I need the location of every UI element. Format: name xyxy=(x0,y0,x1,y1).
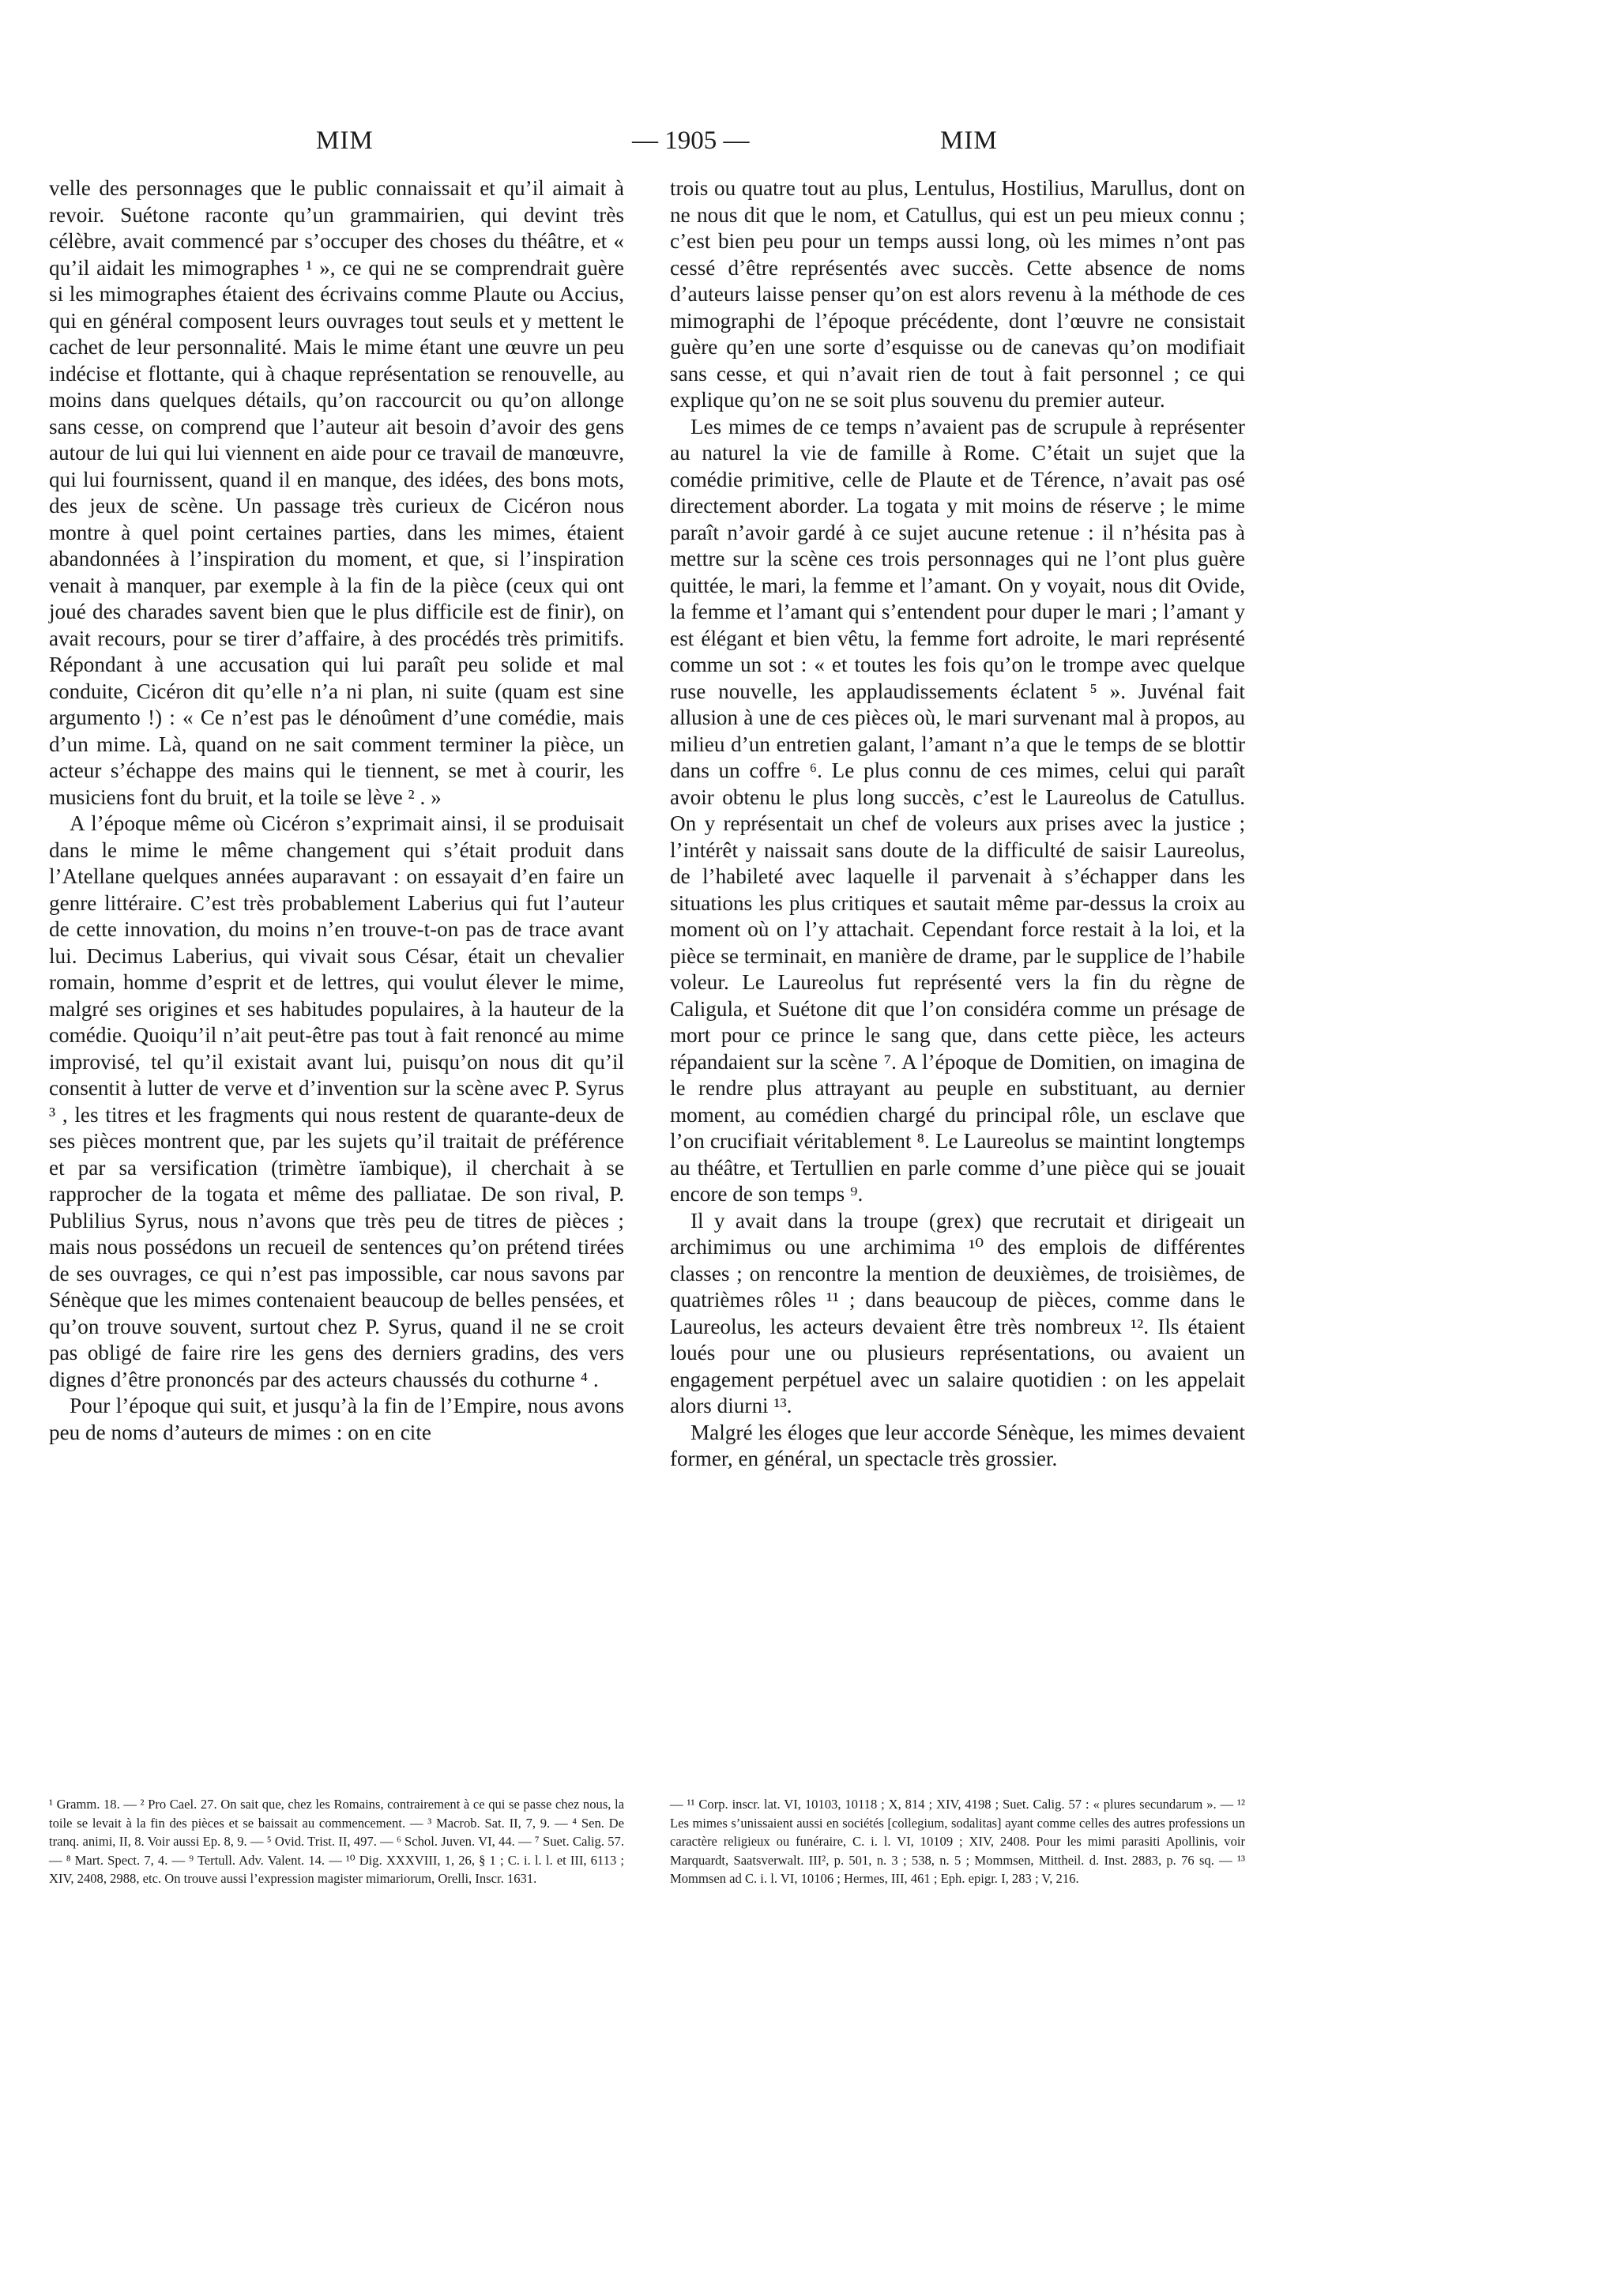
right-paragraph-4: Malgré les éloges que leur accorde Sénèque, les mimes devaient former, en général, un spectacle très grossier. xyxy=(670,1420,1245,1470)
page-number: — 1905 — xyxy=(632,126,750,155)
footnotes-right xyxy=(670,1795,1245,1888)
footnote-block-left: ¹ Gramm. 18. — ² Pro Cael. 27. On sait que, chez les Romains, contrairement à ce qui se passe chez nous, la toile se levait à la fin des pièces et se baissait au commencement. — ³ Macrob. Sat. II, 7, 9. — ⁴ Sen. De tranq. animi, II, 8. Voir aussi Ep. 8, 9. — ⁵ Ovid. Trist. II, 497. — ⁶ Schol. Juven. VI, 44. — ⁷ Suet. Calig. 57. — ⁸ Mart. Spect. 7, 4. — ⁹ Tertull. Adv. Valent. 14. — ¹⁰ Dig. XXXVIII, 1, 26, § 1 ; C. i. l. l. et III, 6113 ; XIV, 2408, 2988, etc. On trouve aussi l’expression magister mimariorum, Orelli, Inscr. 1631. xyxy=(49,1797,624,1886)
right-paragraph-1: trois ou quatre tout au plus, Lentulus, Hostilius, Marullus, dont on ne nous dit que le nom, et Catullus, qui est un peu mieux connu ; c’est bien peu pour un temps aussi long, où les mimes n’ont pas cessé d’être représentés avec succès. Cette absence de noms d’auteurs laisse penser qu’on est alors revenu à la méthode de ces mimographi de l’époque précédente, dont l’œuvre ne consistait guère qu’en une sorte d’esquisse ou de canevas qu’on modifiait sans cesse, et qui n’avait rien de tout à fait personnel ; ce qui explique qu’on ne se soit plus souvenu du premier auteur. xyxy=(670,176,1245,412)
right-paragraph-3: Il y avait dans la troupe (grex) que recrutait et dirigeait un archimimus ou une archimima ¹⁰ des emplois de différentes classes ; on rencontre la mention de deuxièmes, de troisièmes, de quatrièmes rôles ¹¹ ; dans beaucoup de pièces, comme dans le Laureolus, les acteurs devaient être très nombreux ¹². Ils étaient loués pour une ou plusieurs représentations, ou avaient un engagement perpétuel avec un salaire quotidien : on les appelait alors diurni ¹³. xyxy=(670,1208,1245,1417)
footnote-block-right: — ¹¹ Corp. inscr. lat. VI, 10103, 10118 ; X, 814 ; XIV, 4198 ; Suet. Calig. 57 : « plures secundarum ». — ¹² Les mimes s’unissaient aussi en sociétés [collegium, sodalitas] ayant comme celles des autres professions un caractère religieux ou funéraire, C. i. l. VI, 10109 ; XIV, 2408. Pour les mimi parasiti Apollinis, voir Marquardt, Saatsverwalt. III², p. 501, n. 3 ; 538, n. 5 ; Mommsen, Mittheil. d. Inst. 2883, p. 76 sq. — ¹³ Mommsen ad C. i. l. VI, 10106 ; Hermes, III, 461 ; Eph. epigr. I, 283 ; V, 216. xyxy=(670,1797,1245,1886)
left-paragraph-2: A l’époque même où Cicéron s’exprimait ainsi, il se produisait dans le mime le même changement qui s’était produit dans l’Atellane quelques années auparavant : on essayait d’en faire un genre littéraire. C’est très probablement Laberius qui fut l’auteur de cette innovation, du moins n’en trouve-t-on pas de trace avant lui. Decimus Laberius, qui vivait sous César, était un chevalier romain, homme d’esprit et de lettres, qui voulut élever le mime, malgré ses origines et ses habitudes populaires, à la hauteur de la comédie. Quoiqu’il n’ait peut-être pas tout à fait renoncé au mime improvisé, tel qu’il existait avant lui, puisqu’on nous dit qu’il consentit à lutter de verve et d’invention sur la scène avec P. Syrus ³ , les titres et les fragments qui nous restent de quarante-deux de ses pièces montrent que, par les sujets qu’il traitait de préférence et par sa versification (trimètre ïambique), il cherchait à se rapprocher de la togata et même des palliatae. De son rival, P. Publilius Syrus, nous n’avons que très peu de titres de pièces ; mais nous possédons un recueil de sentences qu’on prétend tirées de ses ouvrages, ce qui n’est pas impossible, car nous savons par Sénèque que les mimes contenaient beaucoup de belles pensées, et qu’on trouve souvent, surtout chez P. Syrus, quand il ne se croit pas obligé de faire rire les gens des derniers gradins, des vers dignes d’être prononcés par des acteurs chaussés du cothurne ⁴ . xyxy=(49,811,624,1391)
page-header xyxy=(49,126,1250,166)
left-paragraph-1: velle des personnages que le public connaissait et qu’il aimait à revoir. Suétone raconte qu’un grammairien, qui devint très célèbre, avait commencé par s’occuper des choses du théâtre, et « qu’il aidait les mimographes ¹ », ce qui ne se comprendrait guère si les mimographes étaient des écrivains comme Plaute ou Accius, qui en général composent leurs ouvrages tout seuls et y mettent le cachet de leur personnalité. Mais le mime étant une œuvre un peu indécise et flottante, qui à chaque représentation se renouvelle, au moins dans quelques détails, qu’on raccourcit ou qu’on allonge sans cesse, on comprend que l’auteur ait besoin d’avoir des gens autour de lui qui lui viennent en aide pour ce travail de manœuvre, qui lui fournissent, quand il en manque, des idées, des bons mots, des jeux de scène. Un passage très curieux de Cicéron nous montre à quel point certaines parties, dans les mimes, étaient abandonnées à l’inspiration du moment, et que, si l’inspiration venait à manquer, par exemple à la fin de la pièce (ceux qui ont joué des charades savent bien que le plus difficile est de finir), on avait recours, pour se tirer d’affaire, à des procédés très primitifs. Répondant à une accusation qui lui paraît peu solide et mal conduite, Cicéron dit qu’elle n’a ni plan, ni suite (quam est sine argumento !) : « Ce n’est pas le dénoûment d’une comédie, mais d’un mime. Là, quand on ne sait comment terminer la pièce, un acteur s’échappe des mains qui le tiennent, se met à courir, les musiciens font du bruit, et la toile se lève ² . » xyxy=(49,176,624,809)
right-paragraph-2: Les mimes de ce temps n’avaient pas de scrupule à représenter au naturel la vie de famille à Rome. C’était un sujet que la comédie primitive, celle de Plaute et de Térence, n’avait pas osé directement aborder. La togata y mit moins de réserve ; le mime paraît n’avoir gardé à ce sujet aucune retenue : il n’hésita pas à mettre sur la scène ces trois personnages qui ne l’ont plus guère quittée, le mari, la femme et l’amant. On y voyait, nous dit Ovide, la femme et l’amant qui s’entendent pour duper le mari ; l’amant y est élégant et bien vêtu, la femme fort adroite, le mari représenté comme un sot : « et toutes les fois qu’on le trompe avec quelque ruse nouvelle, les applaudissements éclatent ⁵ ». Juvénal fait allusion à une de ces pièces où, le mari survenant mal à propos, au milieu d’un entretien galant, l’amant n’a que le temps de se blottir dans un coffre ⁶. Le plus connu de ces mimes, celui qui paraît avoir obtenu le plus long succès, c’est le Laureolus de Catullus. On y représentait un chef de voleurs aux prises avec la justice ; l’intérêt y naissait sans doute de la difficulté de saisir Laureolus, de l’habileté avec laquelle il parvenait à s’échapper dans les situations les plus critiques et sautait même par-dessus la croix au moment où on l’y attachait. Cependant force restait à la loi, et la pièce se terminait, en manière de drame, par le supplice de l’habile voleur. Le Laureolus fut représenté vers la fin du règne de Caligula, et Suétone dit que l’on considéra comme un présage de mort pour ce prince le sang que, dans cette pièce, les acteurs répandaient sur la scène ⁷. A l’époque de Domitien, on imagina de le rendre plus attrayant au peuple en substituant, au dernier moment, au comédien chargé du principal rôle, un esclave que l’on crucifiait véritablement ⁸. Le Laureolus se maintint longtemps au théâtre, et Tertullien en parle comme d’une pièce qui se jouait encore de son temps ⁹. xyxy=(670,414,1245,1206)
left-paragraph-3: Pour l’époque qui suit, et jusqu’à la fin de l’Empire, nous avons peu de noms d’auteurs de mimes : on en cite xyxy=(49,1394,624,1444)
footnotes-left xyxy=(49,1795,624,1888)
running-head-left: MIM xyxy=(316,126,374,155)
running-head-right: MIM xyxy=(940,126,998,155)
left-column xyxy=(49,175,624,1446)
right-column xyxy=(670,175,1245,1473)
